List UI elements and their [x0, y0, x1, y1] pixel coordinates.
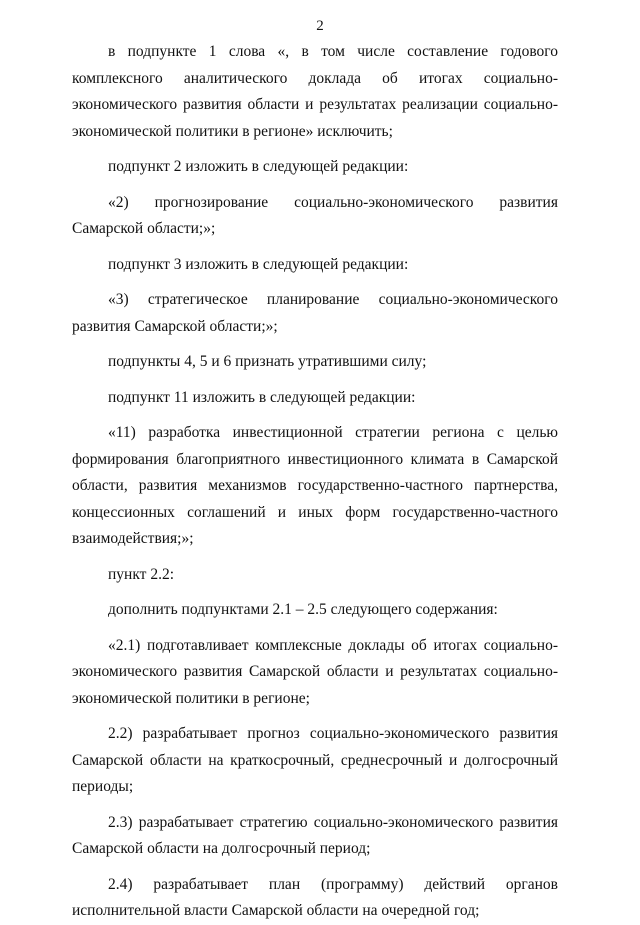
paragraph-subpoint-1-amendment: в подпункте 1 слова «, в том числе составление годового комплексного аналитического доклада об итогах социально-экономического развития области и результатах реализации социально-экономической политики в регионе» исключить;: [72, 43, 558, 140]
paragraph-subpoint-2-1: «2.1) подготавливает комплексные доклады об итогах социально-экономического развития Самарской области и результатах социально-экономической политики в регионе;: [72, 636, 558, 707]
paragraph-add-subpoints: дополнить подпунктами 2.1 – 2.5 следующего содержания:: [108, 601, 498, 618]
paragraph-subpoint-11-text: «11) разработка инвестиционной стратегии региона с целью формирования благоприятного инвестиционного климата в Самарской области, развития механизмов государственно-частного партнерства, концессионных соглашений и иных форм государственно-частного взаимодействия;»;: [72, 424, 558, 547]
paragraph-subpoint-2-3: 2.3) разрабатывает стратегию социально-экономического развития Самарской области на долгосрочный период;: [72, 813, 558, 857]
paragraph-subpoint-2-text: «2) прогнозирование социально-экономического развития Самарской области;»;: [72, 193, 558, 237]
paragraph-subpoint-3-text: «3) стратегическое планирование социально-экономического развития Самарской области;»;: [72, 291, 558, 335]
document-body: [72, 39, 558, 925]
paragraph-subpoint-2-intro: подпункт 2 изложить в следующей редакции:: [108, 158, 409, 175]
paragraph-point-2-2: пункт 2.2:: [108, 565, 174, 583]
paragraph-subpoint-2-4: 2.4) разрабатывает план (программу) действий органов исполнительной власти Самарской области на очередной год;: [72, 875, 558, 919]
paragraph-subpoints-4-6-repeal: подпункты 4, 5 и 6 признать утратившими силу;: [108, 353, 427, 370]
page-number: 2: [316, 18, 324, 34]
paragraph-subpoint-2-2: 2.2) разрабатывает прогноз социально-экономического развития Самарской области на краткосрочный, среднесрочный и долгосрочный периоды;: [72, 725, 558, 795]
paragraph-subpoint-3-intro: подпункт 3 изложить в следующей редакции:: [108, 255, 409, 273]
paragraph-subpoint-11-intro: подпункт 11 изложить в следующей редакции:: [108, 388, 416, 406]
